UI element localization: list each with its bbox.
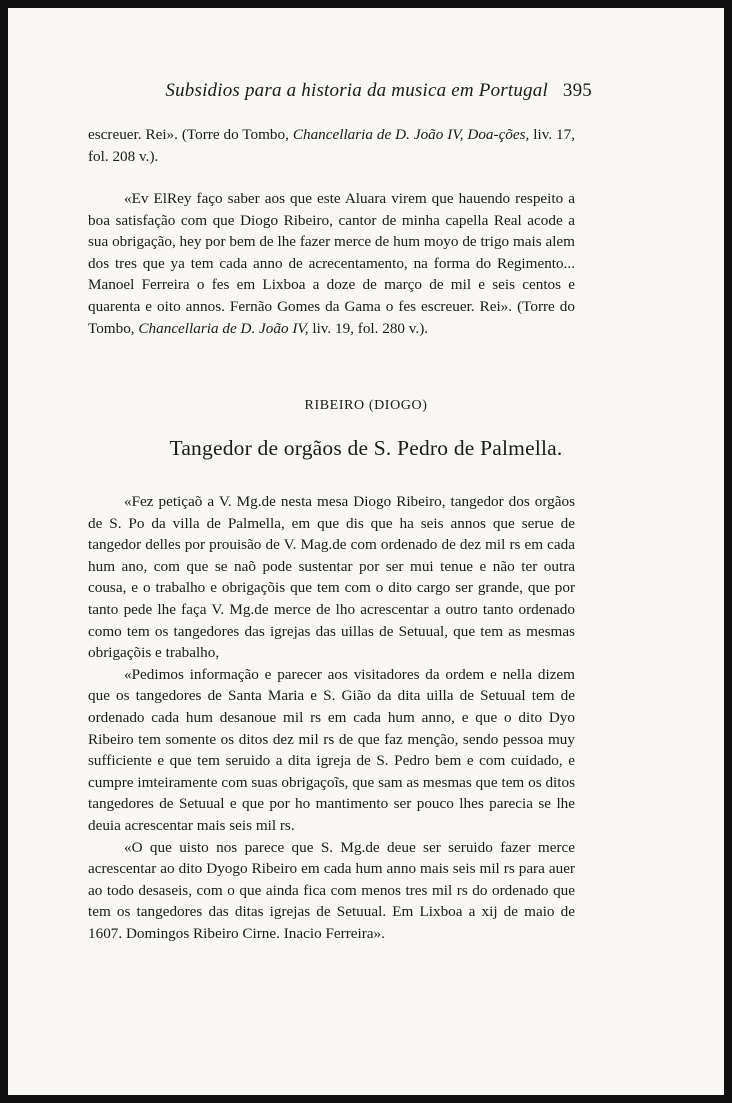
running-head [120, 80, 592, 102]
text-block-continuation [88, 124, 575, 167]
text-run: escreuer. Rei». (Torre do Tombo, [88, 126, 293, 143]
text-run: liv. 17, fol. 208 v.). [88, 126, 576, 165]
text-run-italic: Chancellaria de D. João IV, Doa-ções, [292, 126, 530, 143]
text-run: liv. 19, fol. 280 v.). [308, 319, 429, 337]
paragraph: «O que uisto nos parece que S. Mg.de deue ser seruido fazer merce acrescentar ao dito Dyogo Ribeiro em cada hum anno mais seis mil rs para auer ao todo desaseis, com o que ainda fica com menos tres mil rs do ordenado que tem os tangedores das ditas igrejas de Setuual. Em Lixboa a xij de maio de 1607. Domingos Ribeiro Cirne. Inacio Ferreira». [88, 838, 575, 942]
page-number: 395 [562, 80, 592, 101]
paragraph [88, 124, 575, 167]
document-page [8, 8, 724, 1095]
paragraph: «Pedimos informação e parecer aos visitadores da ordem e nella dizem que os tangedores de Santa Maria e S. Gião da dita uilla de Setuual tem de ordenado cada hum desanoue mil rs em cada hum anno, e que o dito Dyo Ribeiro tem somente os ditos dez mil rs de que faz menção, sendo pessoa muy sufficiente e que tem seruido a dita igreja de S. Pedro bem e com cuidado, e cumpre imteiramente com suas obrigaçoĩs, que sam as mesmas que tem os ditos tangedores de Setuual e que por ho mantimento ser pouco lhes parecia se lhe deuia acrescentar mais seis mil rs. [88, 665, 575, 834]
text-run-italic: Chancellaria de D. João IV, [138, 319, 309, 337]
section-heading: RIBEIRO (DIOGO) [304, 398, 428, 413]
text-block-petition [88, 491, 575, 944]
paragraph [88, 188, 575, 339]
paragraph: «Fez petiçaõ a V. Mg.de nesta mesa Diogo Ribeiro, tangedor dos orgãos de S. Po da villa de Palmella, em que dis que ha seis annos que serue de tangedor delles por prouisão de V. Mag.de com ordenado de dez mil rs em cada hum ano, com que se naõ pode sustentar por ser mui tenue e não ter outra cousa, e o trabalho e obrigaçõis que tem com o dito cargo ser grande, que por tanto pede lhe faça V. Mg.de merce de lho acrescentar a outro tanto ordenado como tem os tangedores das igrejas das uillas de Setuual, que tem as mesmas obrigaçõis e trabalho, [88, 493, 575, 662]
section-subtitle: Tangedor de orgãos de S. Pedro de Palmella. [169, 436, 563, 460]
text-run: «Ev ElRey faço saber aos que este Aluara virem que hauendo respeito a boa satisfação com que Diogo Ribeiro, cantor de minha capella Real acode a sua obrigação, hey por bem de lhe fazer merce de hum moyo de trigo mais alem dos tres que ya tem cada anno de acrecentamento, na forma do Regimento... Manoel Ferreira o fes em Lixboa a doze de março de mil e seis centos e quarenta e oito annos. Fernão Gomes da Gama o fes escreuer. Rei». (Torre do Tombo, [88, 190, 575, 337]
text-block-alvara [88, 188, 575, 339]
running-head-title: Subsidios para a historia da musica em Portugal [165, 80, 548, 101]
